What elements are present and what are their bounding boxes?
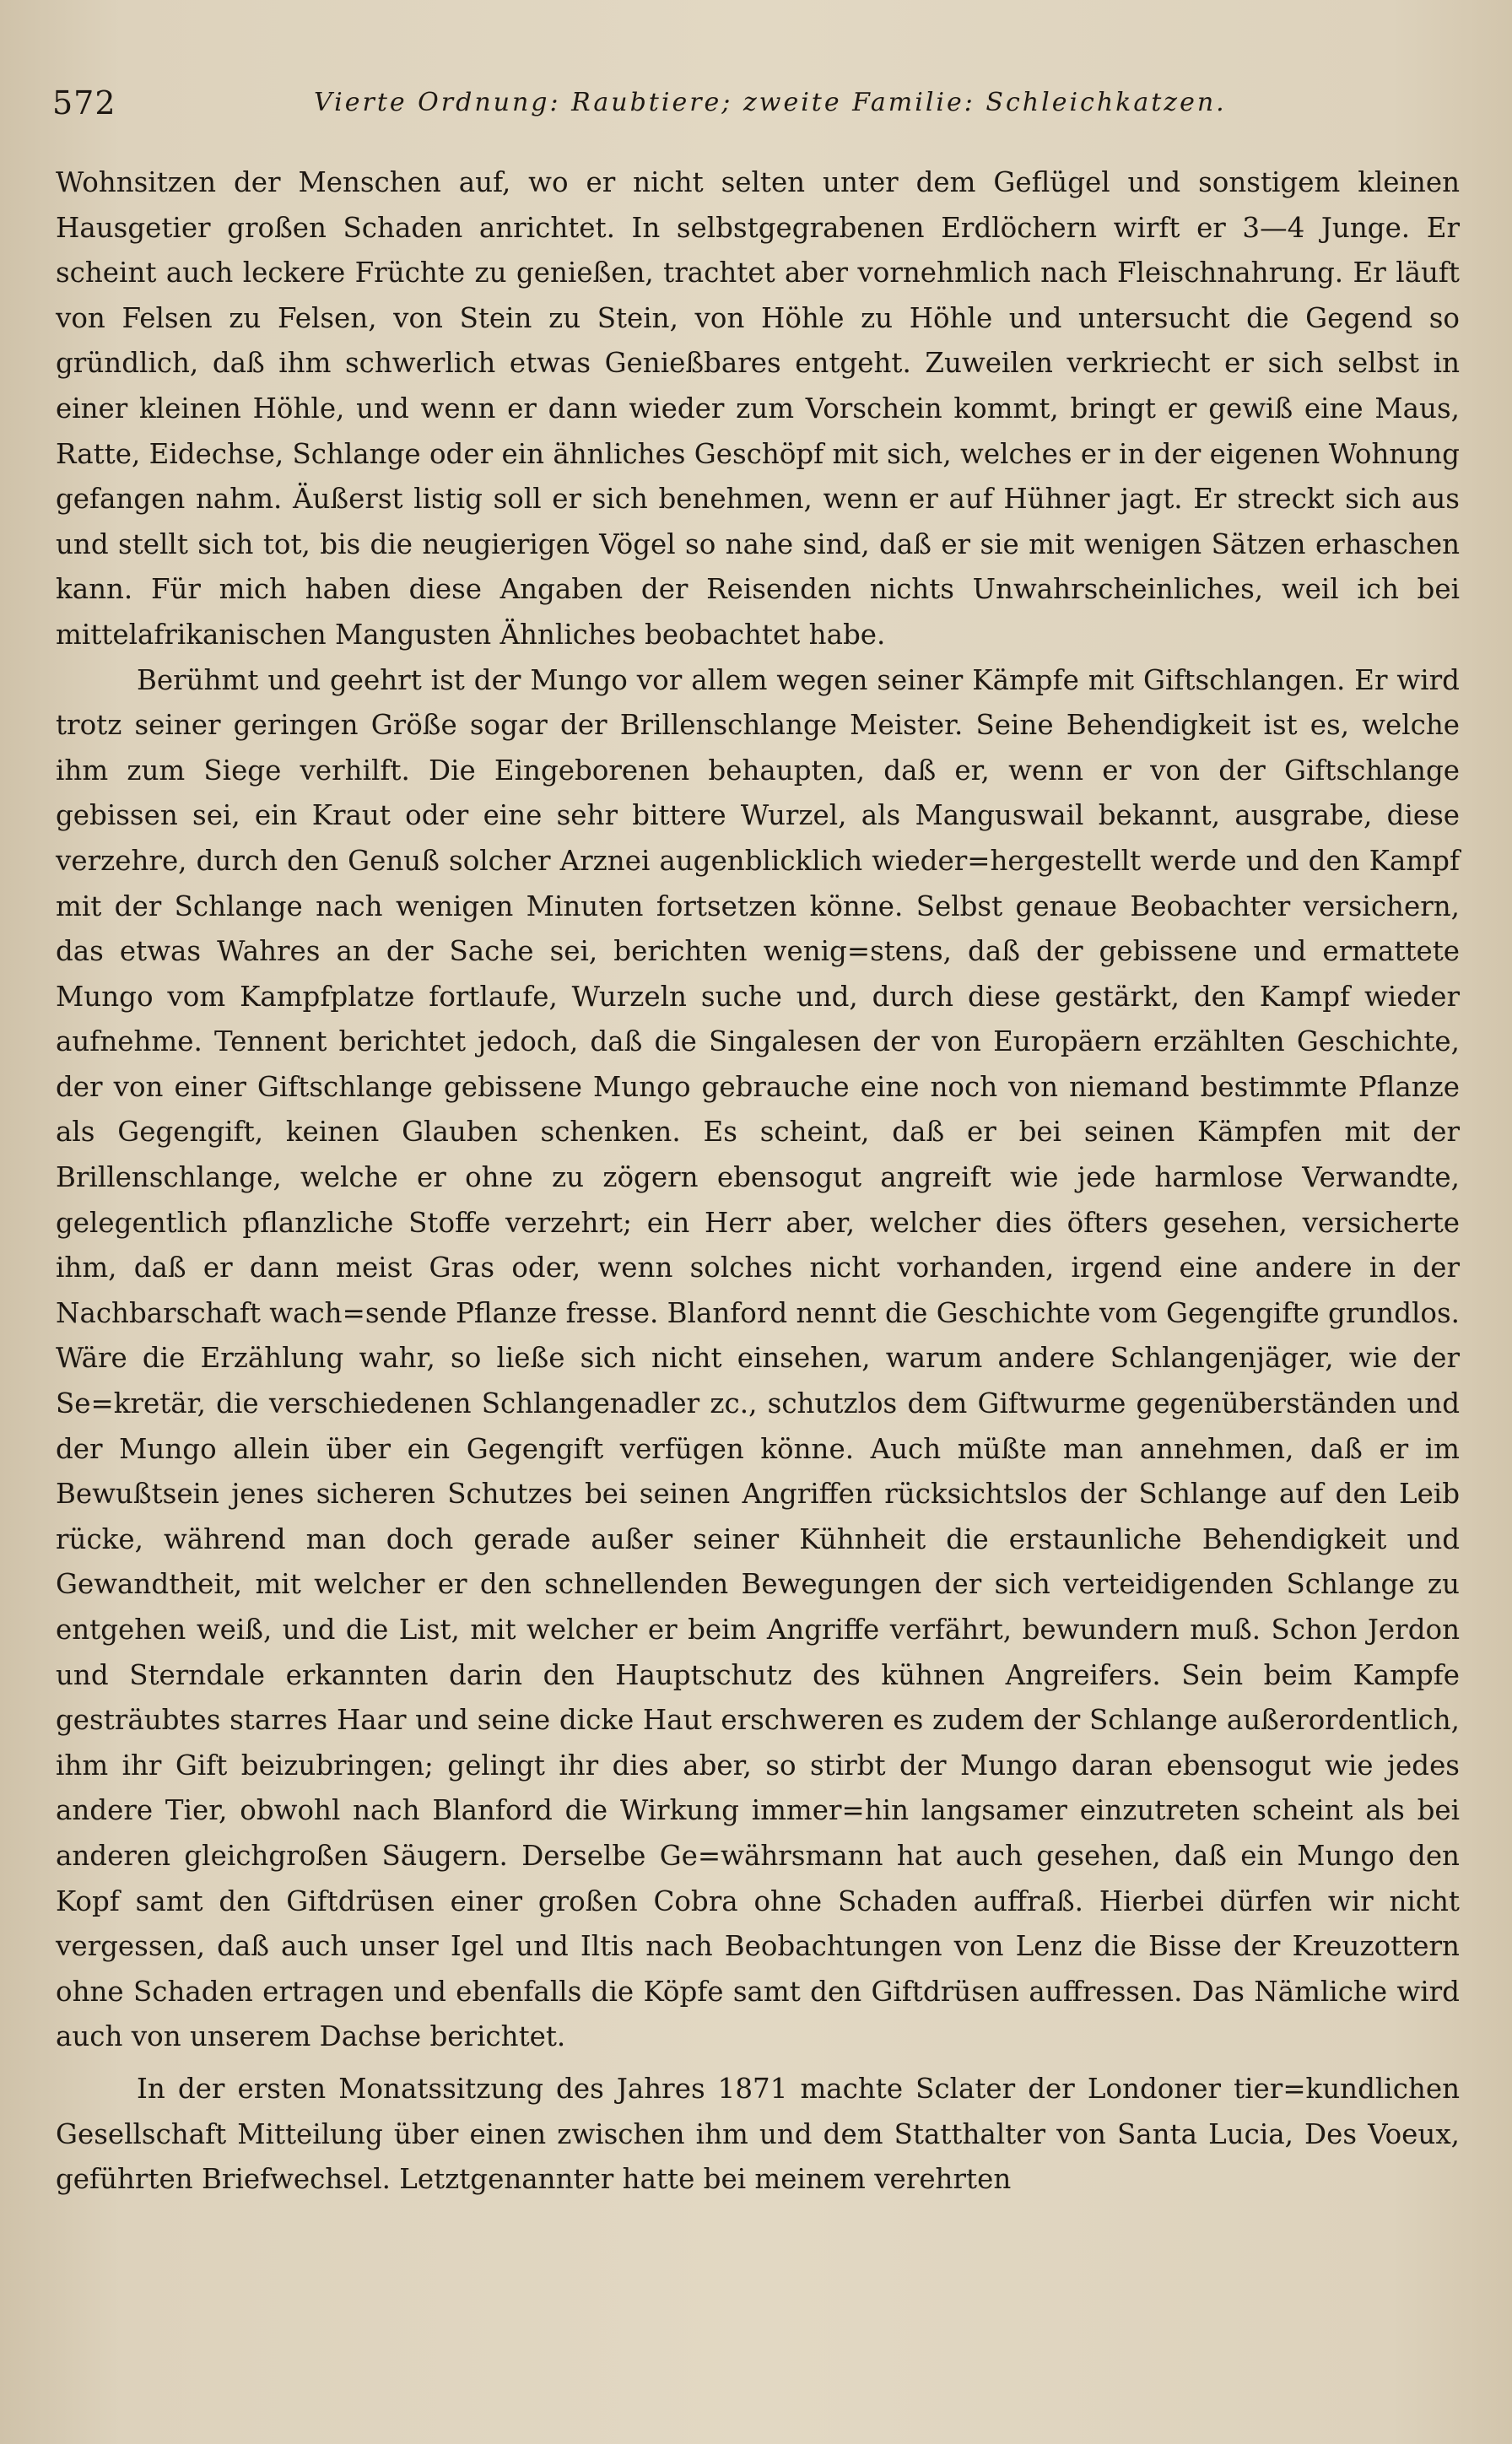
paragraph-1: Wohnsitzen der Menschen auf, wo er nicht selten unter dem Geflügel und sonstigem kleinen Hausgetier großen Schaden anrichtet. In selbstgegrabenen Erdlöchern wirft er 3—4 Junge. Er scheint auch leckere Früchte zu genießen, trachtet aber vornehmlich nach Fleischnahrung. Er läuft von Felsen zu Felsen, von Stein zu Stein, von Höhle zu Höhle und untersucht die Gegend so gründlich, daß ihm schwerlich etwas Genießbares entgeht. Zuweilen verkriecht er sich selbst in einer kleinen Höhle, und wenn er dann wieder zum Vorschein kommt, bringt er gewiß eine Maus, Ratte, Eidechse, Schlange oder ein ähnliches Geschöpf mit sich, welches er in der eigenen Wohnung gefangen nahm. Äußerst listig soll er sich benehmen, wenn er auf Hühner jagt. Er streckt sich aus und stellt sich tot, bis die neugierigen Vögel so nahe sind, daß er sie mit wenigen Sätzen erhaschen kann. Für mich haben diese Angaben der Reisenden nichts Unwahrscheinliches, weil ich bei mittelafrikanischen Mangusten Ähnliches beobachtet habe. (56, 166, 1460, 651)
body-text (56, 160, 1460, 2355)
page-number: 572 (52, 84, 116, 122)
paragraph-3: In der ersten Monatssitzung des Jahres 1871 machte Sclater der Londoner tier=kundlichen Gesellschaft Mitteilung über einen zwischen ihm und dem Statthalter von Santa Lucia, Des Voeux, geführten Briefwechsel. Letztgenannter hatte bei meinem verehrten (56, 2072, 1460, 2196)
running-head: Vierte Ordnung: Raubtiere; zweite Familie: Schleichkatzen. (314, 88, 1227, 117)
page-header (52, 84, 1470, 135)
paragraph-2: Berühmt und geehrt ist der Mungo vor allem wegen seiner Kämpfe mit Giftschlangen. Er wird trotz seiner geringen Größe sogar der Brillenschlange Meister. Seine Behendigkeit ist es, welche ihm zum Siege verhilft. Die Eingeborenen behaupten, daß er, wenn er von der Giftschlange gebissen sei, ein Kraut oder eine sehr bittere Wurzel, als Manguswail bekannt, ausgrabe, diese verzehre, durch den Genuß solcher Arznei augenblicklich wieder=hergestellt werde und den Kampf mit der Schlange nach wenigen Minuten fortsetzen könne. Selbst genaue Beobachter versichern, das etwas Wahres an der Sache sei, berichten wenig=stens, daß der gebissene und ermattete Mungo vom Kampfplatze fortlaufe, Wurzeln suche und, durch diese gestärkt, den Kampf wieder aufnehme. Tennent berichtet jedoch, daß die Singalesen der von Europäern erzählten Geschichte, der von einer Giftschlange gebissene Mungo gebrauche eine noch von niemand bestimmte Pflanze als Gegengift, keinen Glauben schenken. Es scheint, daß er bei seinen Kämpfen mit der Brillenschlange, welche er ohne zu zögern ebensogut angreift wie jede harmlose Verwandte, gelegentlich pflanzliche Stoffe verzehrt; ein Herr aber, welcher dies öfters gesehen, versicherte ihm, daß er dann meist Gras oder, wenn solches nicht vorhanden, irgend eine andere in der Nachbarschaft wach=sende Pflanze fresse. Blanford nennt die Geschichte vom Gegengifte grundlos. Wäre die Erzählung wahr, so ließe sich nicht einsehen, warum andere Schlangenjäger, wie der Se=kretär, die verschiedenen Schlangenadler zc., schutzlos dem Giftwurme gegenüberständen und der Mungo allein über ein Gegengift verfügen könne. Auch müßte man annehmen, daß er im Bewußtsein jenes sicheren Schutzes bei seinen Angriffen rücksichtslos der Schlange auf den Leib rücke, während man doch gerade außer seiner Kühnheit die erstaunliche Behendigkeit und Gewandtheit, mit welcher er den schnellenden Bewegungen der sich verteidigenden Schlange zu entgehen weiß, und die List, mit welcher er beim Angriffe verfährt, bewundern muß. Schon Jerdon und Sterndale erkannten darin den Hauptschutz des kühnen Angreifers. Sein beim Kampfe gesträubtes starres Haar und seine dicke Haut erschweren es zudem der Schlange außerordentlich, ihm ihr Gift beizubringen; gelingt ihr dies aber, so stirbt der Mungo daran ebensogut wie jedes andere Tier, obwohl nach Blanford die Wirkung immer=hin langsamer einzutreten scheint als bei anderen gleichgroßen Säugern. Derselbe Ge=währsmann hat auch gesehen, daß ein Mungo den Kopf samt den Giftdrüsen einer großen Cobra ohne Schaden auffraß. Hierbei dürfen wir nicht vergessen, daß auch unser Igel und Iltis nach Beobachtungen von Lenz die Bisse der Kreuzottern ohne Schaden ertragen und ebenfalls die Köpfe samt den Giftdrüsen auffressen. Das Nämliche wird auch von unserem Dachse berichtet. (56, 663, 1460, 2053)
